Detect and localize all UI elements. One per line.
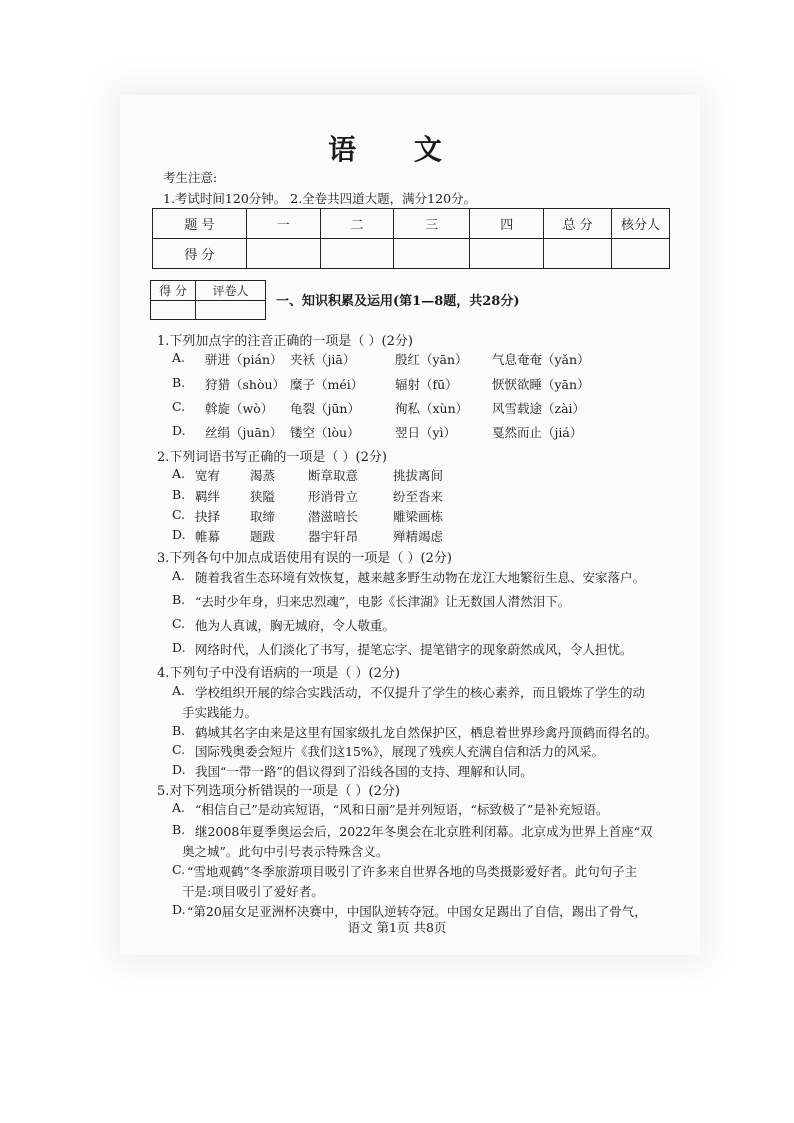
option-text: “去时少年身，归来忠烈魂”，电影《长津湖》让无数国人潸然泪下。 bbox=[195, 594, 571, 609]
option-item: 气息奄奄（yǎn） bbox=[492, 352, 590, 367]
option-text: 我国“一带一路”的倡议得到了沿线各国的支持、理解和认同。 bbox=[195, 764, 533, 779]
score-cell bbox=[320, 239, 394, 269]
option-item: 风雪载途（zài） bbox=[492, 401, 586, 416]
option-item: 殚精竭虑 bbox=[393, 529, 444, 544]
score-table-header-row bbox=[153, 209, 670, 239]
score-cell bbox=[612, 239, 670, 269]
option-item: 渴蒸 bbox=[250, 468, 276, 483]
grader-name-cell bbox=[196, 300, 266, 320]
option-text-continued: 奥之城”。此句中引号表示特殊含义。 bbox=[182, 844, 389, 859]
option-text: 国际残奥委会短片《我们这15%》，展现了残疾人充满自信和活力的风采。 bbox=[195, 744, 605, 759]
score-header-cell: 核分人 bbox=[612, 209, 670, 239]
score-header-cell: 题 号 bbox=[153, 209, 247, 239]
option-label: D. bbox=[172, 640, 186, 655]
score-cell bbox=[246, 239, 320, 269]
option-item: 挑拔离间 bbox=[393, 468, 444, 483]
option-item: 抉择 bbox=[195, 509, 221, 524]
score-cell bbox=[544, 239, 612, 269]
option-item: 潜滋暗长 bbox=[308, 509, 359, 524]
option-label: C. bbox=[172, 616, 186, 631]
grader-score-cell bbox=[151, 300, 196, 320]
option-item: 雕梁画栋 bbox=[393, 509, 444, 524]
option-text: 学校组织开展的综合实践活动，不仅提升了学生的核心素养，而且锻炼了学生的动 bbox=[195, 685, 646, 700]
option-item: 帷幕 bbox=[195, 529, 221, 544]
option-item: 断章取意 bbox=[308, 468, 359, 483]
option-item: 殷红（yān） bbox=[395, 352, 468, 367]
option-item: 丝绢（juān） bbox=[205, 425, 283, 440]
score-cell bbox=[394, 239, 470, 269]
option-text-continued: 干是:项目吸引了爱好者。 bbox=[182, 884, 324, 899]
option-text: “雪地观鹤”冬季旅游项目吸引了许多来自世界各地的鸟类摄影爱好者。此句句子主 bbox=[187, 864, 638, 879]
option-label: A. bbox=[172, 800, 186, 815]
option-text-continued: 手实践能力。 bbox=[182, 705, 258, 720]
score-header-cell: 一 bbox=[246, 209, 320, 239]
option-label: B. bbox=[172, 375, 186, 390]
option-item: 器宇轩昂 bbox=[308, 529, 359, 544]
option-text: 他为人真诚，胸无城府，令人敬重。 bbox=[195, 618, 396, 633]
option-label: A. bbox=[172, 683, 186, 698]
score-table-score-row bbox=[153, 239, 670, 269]
option-text: “相信自己”是动宾短语，“风和日丽”是并列短语，“标致极了”是补充短语。 bbox=[195, 802, 609, 817]
option-label: B. bbox=[172, 822, 186, 837]
option-text: 继2008年夏季奥运会后，2022年冬奥会在北京胜利闭幕。北京成为世界上首座“双 bbox=[195, 824, 653, 839]
option-item: 辐射（fū） bbox=[395, 377, 458, 392]
option-item: 翌日（yì） bbox=[395, 425, 457, 440]
question-5-stem: 5.对下列选项分析错误的一项是（ ）(2分) bbox=[157, 784, 400, 799]
score-header-cell: 四 bbox=[470, 209, 544, 239]
option-text: “第20届女足亚洲杯决赛中，中国队逆转夺冠。中国女足踢出了自信，踢出了骨气， bbox=[187, 904, 647, 919]
option-label: A. bbox=[172, 350, 186, 365]
option-item: 骈进（pián） bbox=[205, 352, 283, 367]
option-text: 随着我省生态环境有效恢复，越来越多野生动物在龙江大地繁衍生息、安家落户。 bbox=[195, 570, 646, 585]
option-item: 徇私（xùn） bbox=[395, 401, 469, 416]
question-3-stem: 3.下列各句中加点成语使用有误的一项是（ ）(2分) bbox=[157, 551, 452, 566]
grader-score-label: 得 分 bbox=[151, 281, 196, 301]
option-text: 网络时代，人们淡化了书写，提笔忘字、提笔错字的现象蔚然成风，令人担忧。 bbox=[195, 642, 633, 657]
option-item: 夹袄（jiā） bbox=[290, 352, 356, 367]
question-1-stem: 1.下列加点字的注音正确的一项是（ ）(2分) bbox=[157, 334, 413, 349]
option-label: A. bbox=[172, 466, 186, 481]
score-cell bbox=[470, 239, 544, 269]
option-label: D. bbox=[172, 762, 186, 777]
option-label: D. bbox=[172, 902, 186, 917]
option-text: 鹤城其名字由来是这里有国家级扎龙自然保护区，栖息着世界珍禽丹顶鹤而得名的。 bbox=[195, 725, 658, 740]
option-label: A. bbox=[172, 568, 186, 583]
option-item: 狩猎（shòu） bbox=[205, 377, 286, 392]
option-item: 戛然而止（jiá） bbox=[492, 425, 583, 440]
grader-box bbox=[150, 280, 266, 320]
question-4-stem: 4.下列句子中没有语病的一项是（ ）(2分) bbox=[157, 666, 400, 681]
option-item: 狭隘 bbox=[250, 489, 276, 504]
option-label: D. bbox=[172, 423, 186, 438]
grader-name-label: 评卷人 bbox=[196, 281, 266, 301]
option-label: B. bbox=[172, 592, 186, 607]
option-label: C. bbox=[172, 742, 186, 757]
score-header-cell: 三 bbox=[394, 209, 470, 239]
option-label: C. bbox=[172, 862, 186, 877]
notice-heading: 考生注意: bbox=[163, 170, 218, 185]
option-item: 恹恹欲睡（yān） bbox=[492, 377, 590, 392]
option-item: 糜子（méi） bbox=[290, 377, 364, 392]
option-item: 羁绊 bbox=[195, 489, 221, 504]
option-label: B. bbox=[172, 723, 186, 738]
option-label: B. bbox=[172, 487, 186, 502]
option-item: 宽宥 bbox=[195, 468, 221, 483]
option-item: 形消骨立 bbox=[308, 489, 359, 504]
option-label: D. bbox=[172, 527, 186, 542]
option-label: C. bbox=[172, 507, 186, 522]
option-item: 题跋 bbox=[250, 529, 276, 544]
score-row-label: 得 分 bbox=[153, 239, 247, 269]
option-item: 龟裂（jūn） bbox=[290, 401, 360, 416]
notice-line: 1.考试时间120分钟。 2.全卷共四道大题，满分120分。 bbox=[163, 191, 477, 206]
option-item: 纷至沓来 bbox=[393, 489, 444, 504]
option-label: C. bbox=[172, 399, 186, 414]
section-title: 一、知识积累及运用(第1—8题，共28分) bbox=[276, 294, 520, 309]
option-item: 镂空（lòu） bbox=[290, 425, 360, 440]
score-table bbox=[152, 208, 670, 269]
page-title: 语 文 bbox=[328, 133, 466, 166]
score-header-cell: 二 bbox=[320, 209, 394, 239]
option-item: 取缔 bbox=[250, 509, 276, 524]
option-item: 斡旋（wò） bbox=[205, 401, 274, 416]
score-header-cell: 总 分 bbox=[544, 209, 612, 239]
question-2-stem: 2.下列词语书写正确的一项是（ ）(2分) bbox=[157, 450, 387, 465]
page-footer: 语文 第1页 共8页 bbox=[347, 920, 447, 935]
